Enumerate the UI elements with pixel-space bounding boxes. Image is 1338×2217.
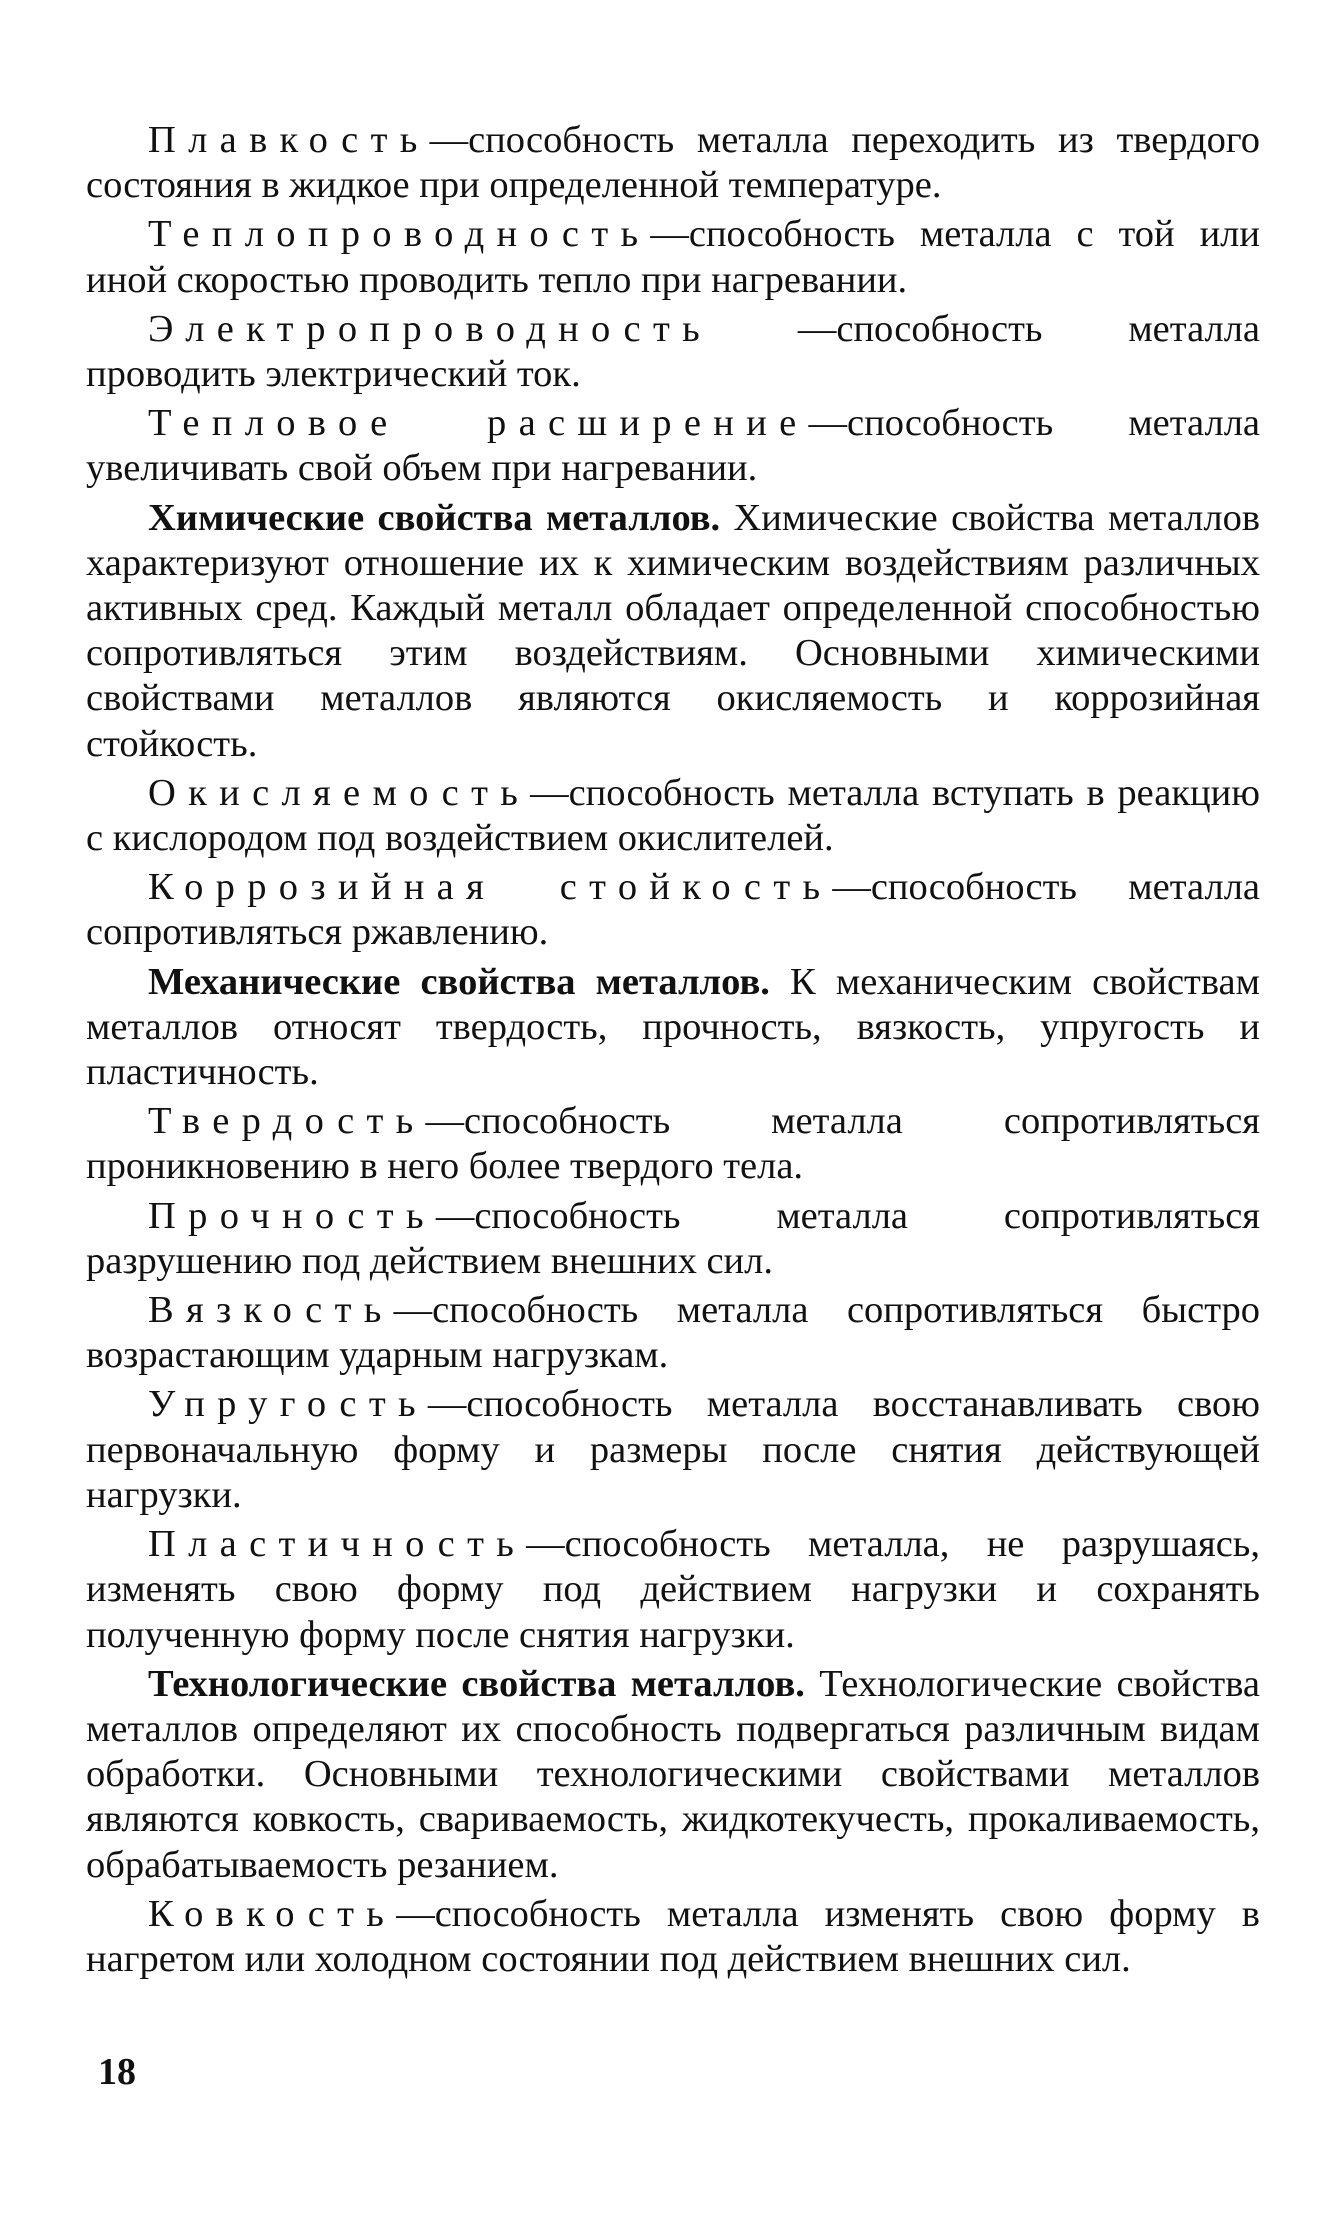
paragraph-thermal-expansion bbox=[86, 401, 1260, 491]
paragraph-melting-point bbox=[86, 118, 1260, 208]
separator: — bbox=[650, 213, 689, 256]
definition-text: способность металла с той или иной скоростью проводить тепло при нагревании. bbox=[86, 213, 1260, 301]
term-elasticity: Упругость bbox=[148, 1383, 428, 1426]
term-malleability: Ковкость bbox=[148, 1892, 397, 1935]
term-thermal-expansion: Тепловое расширение bbox=[148, 402, 809, 445]
page-body bbox=[86, 118, 1260, 1986]
separator: — bbox=[393, 1289, 433, 1332]
term-oxidizability: Окисляемость bbox=[148, 771, 531, 814]
section-text: К механическим свойствам металлов относят твердость, прочность, вязкость, упругость и пластичность. bbox=[86, 960, 1261, 1094]
paragraph-technological-properties bbox=[86, 1662, 1260, 1888]
paragraph-mechanical-properties bbox=[86, 960, 1260, 1096]
separator: — bbox=[832, 866, 871, 909]
page-number: 18 bbox=[98, 2051, 136, 2093]
paragraph-electrical-conductivity bbox=[86, 307, 1260, 397]
definition-text: способность металла переходить из твердого состояния в жидкое при определенной температуре. bbox=[86, 119, 1260, 207]
paragraph-oxidizability bbox=[86, 771, 1260, 861]
term-electrical-conductivity: Электропроводность bbox=[148, 307, 712, 350]
definition-text: способность металла вступать в реакцию с кислородом под воздействием окислителей. bbox=[86, 771, 1260, 860]
term-thermal-conductivity: Теплопроводность bbox=[148, 213, 651, 256]
separator: — bbox=[526, 1523, 565, 1566]
separator bbox=[720, 497, 733, 539]
definition-text: способность металла восстанавливать свою первоначальную форму и размеры после снятия действующей нагрузки. bbox=[86, 1383, 1260, 1516]
section-heading-mechanical: Механические свойства металлов. bbox=[148, 960, 770, 1003]
paragraph-strength bbox=[86, 1194, 1260, 1284]
separator bbox=[770, 961, 790, 1003]
definition-text: способность металла сопротивляться ржавлению. bbox=[86, 866, 1260, 954]
paragraph-plasticity bbox=[86, 1522, 1260, 1658]
definition-text: способность металла изменять свою форму в нагретом или холодном состоянии под действием внешних сил. bbox=[86, 1892, 1260, 1980]
separator: — bbox=[712, 307, 837, 350]
definition-text: способность металла сопротивляться проникновению в него более твердого тела. bbox=[86, 1100, 1260, 1188]
separator: — bbox=[427, 1383, 467, 1426]
definition-text: способность металла сопротивляться разрушению под действием внешних сил. bbox=[86, 1194, 1260, 1282]
paragraph-malleability bbox=[86, 1892, 1260, 1982]
paragraph-elasticity bbox=[86, 1382, 1260, 1518]
paragraph-hardness bbox=[86, 1099, 1260, 1189]
paragraph-corrosion-resistance bbox=[86, 865, 1260, 955]
separator: — bbox=[435, 1194, 475, 1237]
separator bbox=[805, 1663, 819, 1705]
term-hardness: Твердость bbox=[148, 1100, 426, 1143]
term-corrosion-resistance: Коррозийная стойкость bbox=[148, 866, 833, 909]
definition-text: способность металла увеличивать свой объем при нагревании. bbox=[86, 402, 1260, 490]
separator: — bbox=[429, 119, 469, 161]
separator: — bbox=[425, 1100, 465, 1143]
separator: — bbox=[530, 771, 569, 814]
definition-text: способность металла, не разрушаясь, изменять свою форму под действием нагрузки и сохранять полученную форму после снятия нагрузки. bbox=[86, 1523, 1260, 1656]
section-heading-chemical: Химические свойства металлов. bbox=[148, 496, 721, 539]
term-toughness: Вязкость bbox=[148, 1289, 394, 1332]
term-plasticity: Пластичность bbox=[148, 1523, 527, 1566]
section-text: Химические свойства металлов характеризуют отношение их к химическим воздействиям различных активных сред. Каждый металл обладает определенной способностью сопротивляться этим воздействиям. Основными химическими свойствами металлов являются окисляемость и коррозийная стойкость. bbox=[86, 496, 1260, 765]
term-melting-point: Плавкость bbox=[148, 119, 430, 161]
paragraph-chemical-properties bbox=[86, 496, 1260, 767]
definition-text: способность металла проводить электрический ток. bbox=[86, 307, 1261, 396]
separator: — bbox=[396, 1892, 435, 1935]
paragraph-toughness bbox=[86, 1288, 1260, 1378]
definition-text: способность металла сопротивляться быстро возрастающим ударным нагрузкам. bbox=[86, 1289, 1260, 1377]
section-heading-technological: Технологические свойства металлов. bbox=[148, 1662, 805, 1705]
term-strength: Прочность bbox=[148, 1194, 436, 1237]
section-text: Технологические свойства металлов определяют их способность подвергаться различным видам обработки. Основными технологическими свойствами металлов являются ковкость, свариваемость, жидкотекучесть, прокаливаемость, обрабатываемость резанием. bbox=[86, 1662, 1260, 1886]
paragraph-thermal-conductivity bbox=[86, 212, 1260, 302]
separator: — bbox=[808, 402, 848, 445]
